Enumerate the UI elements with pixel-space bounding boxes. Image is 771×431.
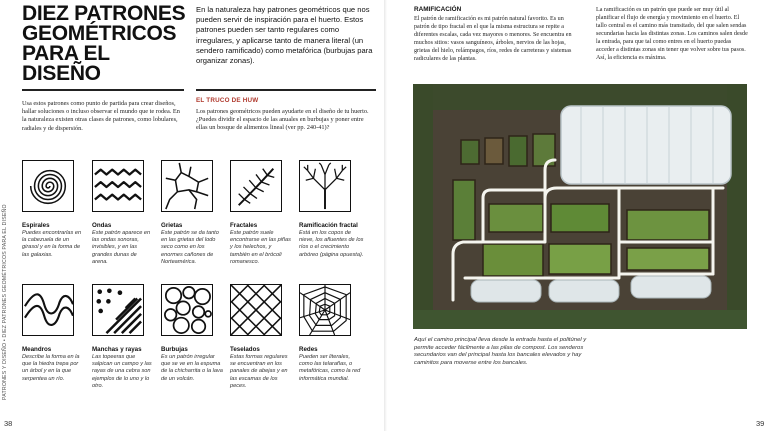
spiral-icon <box>22 160 74 212</box>
pattern-name: Manchas y rayas <box>92 346 142 353</box>
pattern-desc: Está en los copos de nieve, los afluentes de los ríos o el crecimiento arbóreo (página opuesta). <box>299 230 364 258</box>
garden-aerial-photo <box>413 84 747 329</box>
pattern-name: Redes <box>299 346 318 353</box>
pattern-desc: Puedes encontrarlas en la cabezuela de un girasol y en la forma de las galaxias. <box>22 230 82 258</box>
divider <box>196 89 376 91</box>
cracks-icon <box>161 160 213 212</box>
page-number: 38 <box>4 419 13 428</box>
branching-fractal-icon <box>299 160 351 212</box>
pattern-desc: Es un patrón irregular que se ve en la espuma de la chicharrita o la lava de un volcán. <box>161 354 223 382</box>
section-heading: RAMIFICACIÓN <box>414 6 462 13</box>
pattern-desc: Pueden ser literales, como las telarañas, o metafóricas, como la red informática mundial. <box>299 354 361 382</box>
page-number: 39 <box>756 419 765 428</box>
pattern-name: Ondas <box>92 222 112 229</box>
tip-text: Los patrones geométricos pueden ayudarte en el diseño de tu huerto. ¿Puedes dividir el espacio de las anuales en burbujas y poner entre ellas un bosque de alimentos lineal (ver pp. 240-41)? <box>196 108 369 132</box>
bubbles-icon <box>161 284 213 336</box>
pattern-name: Espirales <box>22 222 50 229</box>
intro-paragraph: Usa estos patrones como punto de partida para crear diseños, hallar soluciones o incluso observar el mundo que te rodea. En la naturaleza existen otras clases de patrones, como lobulares, radiales y de dispersión. <box>22 100 180 132</box>
running-section-label: PATRONES Y DISEÑO • DIEZ PATRONES GEOMÉTRICOS PARA EL DISEÑO <box>2 204 8 400</box>
pattern-desc: Este patrón se da tanto en las grietas del lodo seco como en los enormes cañones de Norteamérica. <box>161 230 219 265</box>
tessellation-icon <box>230 284 282 336</box>
meander-icon <box>22 284 74 336</box>
tip-heading: EL TRUCO DE HUW <box>196 97 259 104</box>
pattern-name: Burbujas <box>161 346 188 353</box>
pattern-desc: Estas formas regulares se encuentran en los panales de abejas y en las escamas de los peces. <box>230 354 288 389</box>
pattern-desc: Describe la forma en la que la hiedra trepa por un árbol y en la que serpentea un río. <box>22 354 80 382</box>
pattern-name: Meandros <box>22 346 52 353</box>
pattern-name: Ramificación fractal <box>299 222 358 229</box>
body-column-2: La ramificación es un patrón que puede ser muy útil al planificar el flujo de energía y movimiento en el huerto. El tallo central es el camino más transitado, del que salen sendas secundarias hacia las distintas zonas. Los caminos salen desde la entrada, para que tal como entres en el huerto puedas acceder a distintas zonas sin tener que volver sobre tus pasos. Así, la eficiencia es máxima. <box>596 7 748 61</box>
waves-icon <box>92 160 144 212</box>
web-icon <box>299 284 351 336</box>
divider <box>22 89 184 91</box>
spots-stripes-icon <box>92 284 144 336</box>
pattern-name: Grietas <box>161 222 183 229</box>
pattern-desc: Las topeeras que salpican un campo y las rayas de una cebra son ejemplos de lo uno y lo otro. <box>92 354 152 389</box>
fractal-icon <box>230 160 282 212</box>
pattern-desc: Este patrón aparece en las ondas sonoras, invisibles, y en las grandes dunas de arena. <box>92 230 151 265</box>
pattern-desc: Este patrón suele encontrarse en las piñas y los helechos, y también en el brócoli romanesco. <box>230 230 291 265</box>
book-gutter <box>384 0 387 431</box>
body-column-1: El patrón de ramificación es mi patrón natural favorito. Es un patrón de tipo fractal en el que la misma estructura se repite a diferentes escalas, cada vez mayores o menores. Se encuentra en muchos sitios: vasos sanguíneos, árboles, nervios de las hojas, grietas del hielo, relámpagos, ríos, redes de carreteras y sistemas radiculares de las plantas. <box>414 16 572 62</box>
pattern-name: Teselados <box>230 346 260 353</box>
page-title: DIEZ PATRONES GEOMÉTRICOS PARA EL DISEÑO <box>22 2 186 85</box>
lead-paragraph: En la naturaleza hay patrones geométricos que nos pueden servir de inspiración para el huerto. Estos patrones pueden ser tanto regulares como irregulares, y aplicarse tanto de manera literal (un sendero ramificado) como metafórica (burbujas para organizar zonas). <box>196 5 373 66</box>
pattern-name: Fractales <box>230 222 258 229</box>
photo-caption: Aquí el camino principal lleva desde la entrada hasta el politúnel y permite acceder fácilmente a las pilas de compost. Los senderos secundarios van del principal hasta los bancales elevados y hay caminitos para moverse entre los bancales. <box>414 337 587 366</box>
